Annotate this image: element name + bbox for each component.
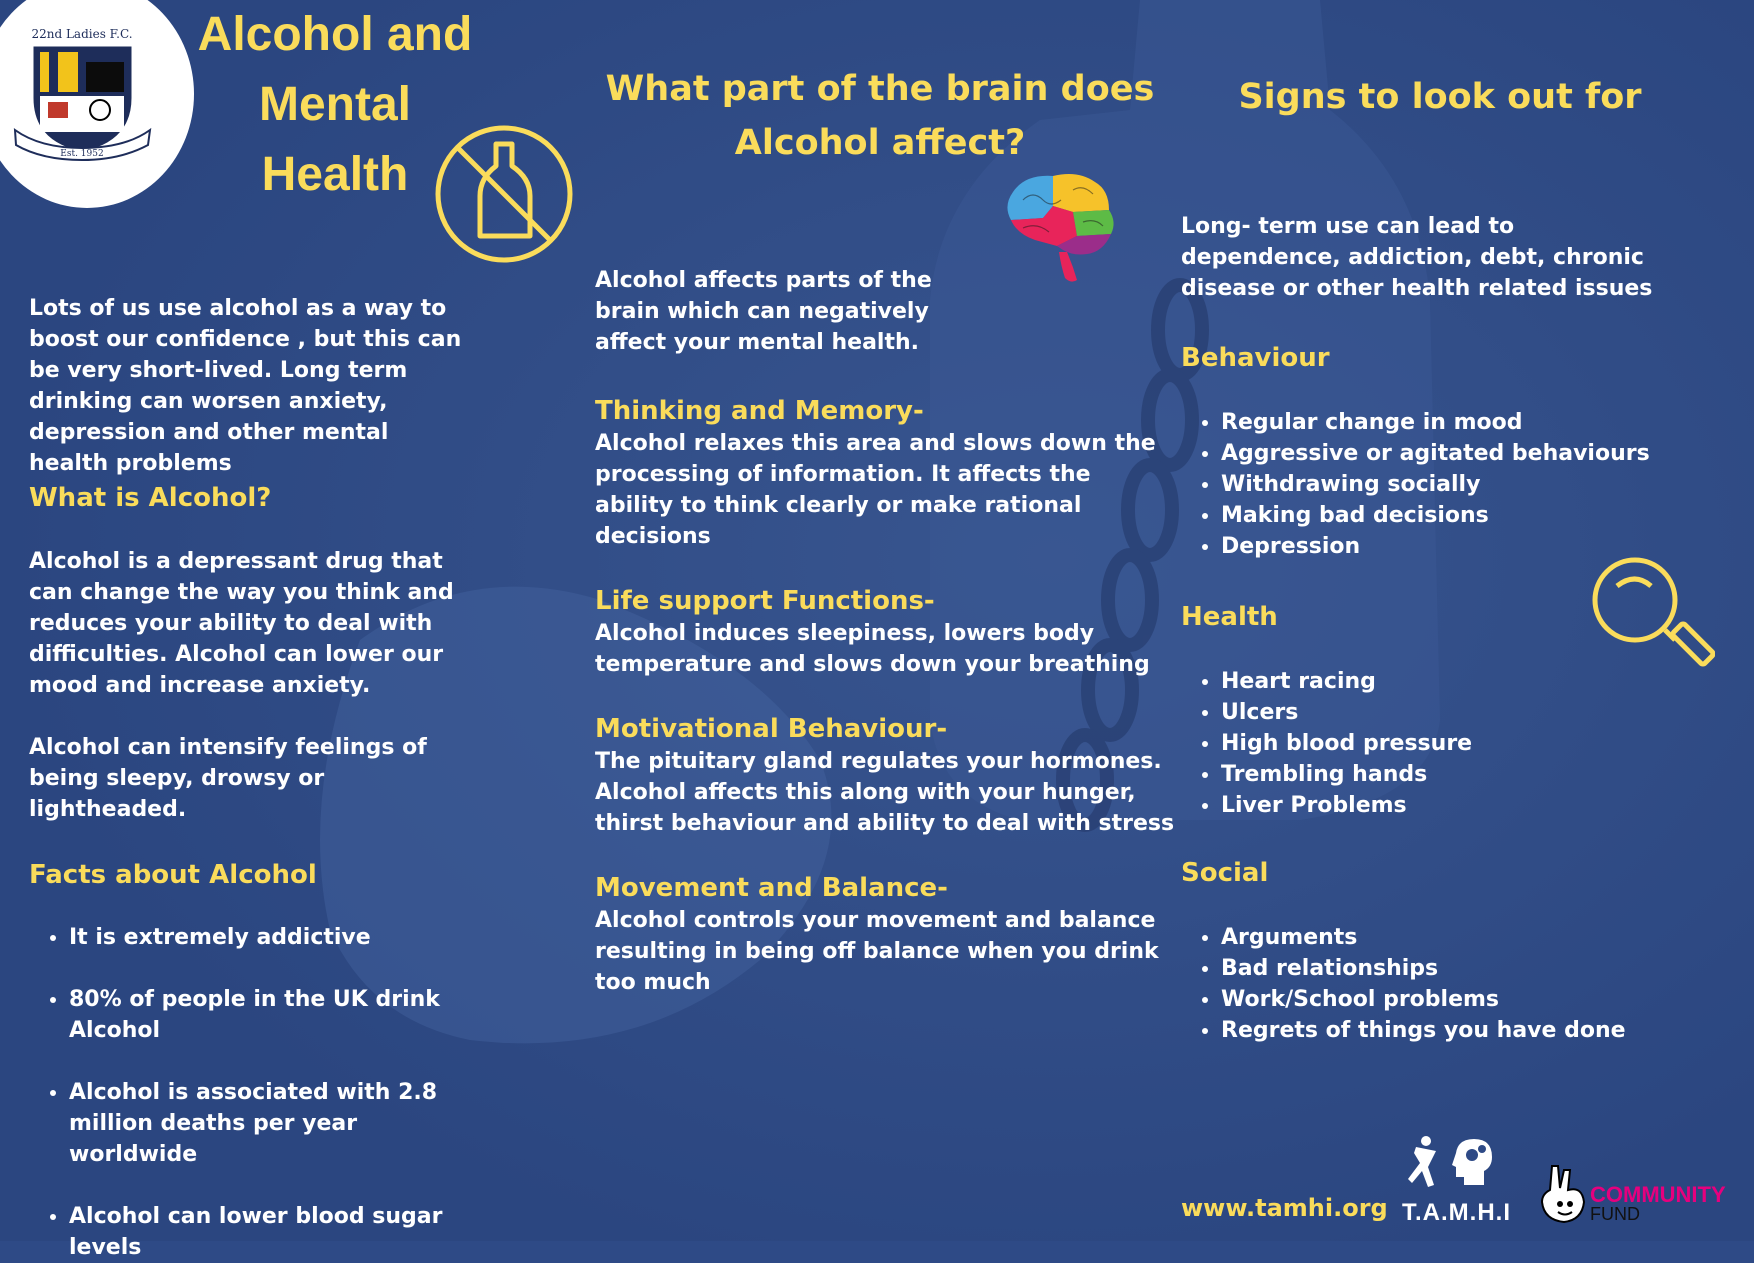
section-movement — [595, 871, 1175, 998]
list-item: • Making bad decisions — [1221, 500, 1721, 531]
lottery-hand-icon — [1538, 1160, 1590, 1224]
list-item: • Alcohol is associated with 2.8 million deaths per year worldwide — [69, 1077, 489, 1170]
what-is-alcohol-p2: Alcohol can intensify feelings of being sleepy, drowsy or lightheaded. — [29, 735, 427, 822]
behaviour-list — [1181, 407, 1721, 562]
website-link[interactable]: www.tamhi.org — [1181, 1194, 1388, 1222]
list-item: • Bad relationships — [1221, 953, 1721, 984]
list-item: • Alcohol can lower blood sugar levels — [69, 1201, 489, 1263]
facts-heading: Facts about Alcohol — [29, 860, 317, 890]
list-item: • Withdrawing socially — [1221, 469, 1721, 500]
title-line-2: Mental — [258, 78, 411, 131]
title-line-1: Alcohol and — [197, 8, 473, 61]
section-life-support — [595, 584, 1175, 680]
what-is-alcohol-heading: What is Alcohol? — [29, 483, 272, 513]
what-is-alcohol-p1: Alcohol is a depressant drug that can change the way you think and reduces your ability to deal with difficulties. Alcohol can lower our mood and increase anxiety. — [29, 549, 454, 698]
list-item: • Depression — [1221, 531, 1721, 562]
brain-sections — [595, 394, 1175, 998]
list-item: • Arguments — [1221, 922, 1721, 953]
behaviour-heading: Behaviour — [1181, 343, 1330, 373]
list-item: • Regular change in mood — [1221, 407, 1721, 438]
list-item: • Heart racing — [1221, 666, 1721, 697]
signs-intro: Long- term use can lead to dependence, addiction, debt, chronic disease or other health related issues — [1181, 214, 1653, 301]
list-item: • High blood pressure — [1221, 728, 1721, 759]
club-name-text: 22nd Ladies F.C. — [31, 27, 133, 41]
list-item: • Work/School problems — [1221, 984, 1721, 1015]
section-heading: Life support Functions- — [595, 586, 935, 616]
social-list — [1181, 922, 1721, 1046]
list-item: • Liver Problems — [1221, 790, 1721, 821]
tamhi-figure-icon — [1398, 1133, 1508, 1195]
brain-intro: Alcohol affects parts of the brain which can negatively affect your mental health. — [595, 268, 932, 355]
section-heading: Movement and Balance- — [595, 873, 948, 903]
club-logo — [0, 0, 194, 208]
tamhi-logo — [1398, 1133, 1511, 1226]
health-heading: Health — [1181, 602, 1278, 632]
section-thinking — [595, 394, 1175, 552]
section-body: Alcohol relaxes this area and slows down the processing of information. It affects the ability to think clearly or make rational decisions — [595, 431, 1156, 549]
section-heading: Motivational Behaviour- — [595, 714, 948, 744]
social-heading: Social — [1181, 858, 1269, 888]
list-item: • 80% of people in the UK drink Alcohol — [69, 984, 489, 1046]
tamhi-label: T.A.M.H.I — [1402, 1199, 1511, 1226]
signs-title: Signs to look out for — [1238, 77, 1642, 117]
section-heading: Thinking and Memory- — [595, 396, 924, 426]
section-body: Alcohol controls your movement and balance resulting in being off balance when you drink too much — [595, 908, 1159, 995]
title-line-3: Health — [261, 148, 409, 201]
section-body: The pituitary gland regulates your hormones. Alcohol affects this along with your hunger, thirst behaviour and ability to deal with stress — [595, 749, 1175, 836]
section-body: Alcohol induces sleepiness, lowers body temperature and slows down your breathing — [595, 621, 1150, 677]
no-alcohol-icon — [432, 122, 576, 266]
community-fund-logo — [1538, 1160, 1754, 1230]
list-item: • Trembling hands — [1221, 759, 1721, 790]
section-motivational — [595, 712, 1175, 839]
fund-label: FUND — [1590, 1204, 1640, 1224]
brain-icon — [1003, 170, 1125, 292]
health-list — [1181, 666, 1721, 821]
established-text: Est. 1952 — [60, 149, 104, 159]
magnifier-icon — [1585, 552, 1715, 682]
list-item: • Ulcers — [1221, 697, 1721, 728]
brain-section-title: What part of the brain does Alcohol affect? — [605, 69, 1155, 163]
left-intro: Lots of us use alcohol as a way to boost our confidence , but this can be very short-lived. Long term drinking can worsen anxiety, depression and other mental health problems — [29, 296, 462, 476]
list-item: • Regrets of things you have done — [1221, 1015, 1721, 1046]
facts-list — [29, 922, 489, 1263]
community-label: COMMUNITY — [1590, 1182, 1726, 1207]
club-crest-icon — [0, 0, 194, 208]
list-item: • Aggressive or agitated behaviours — [1221, 438, 1721, 469]
list-item: • It is extremely addictive — [69, 922, 489, 953]
